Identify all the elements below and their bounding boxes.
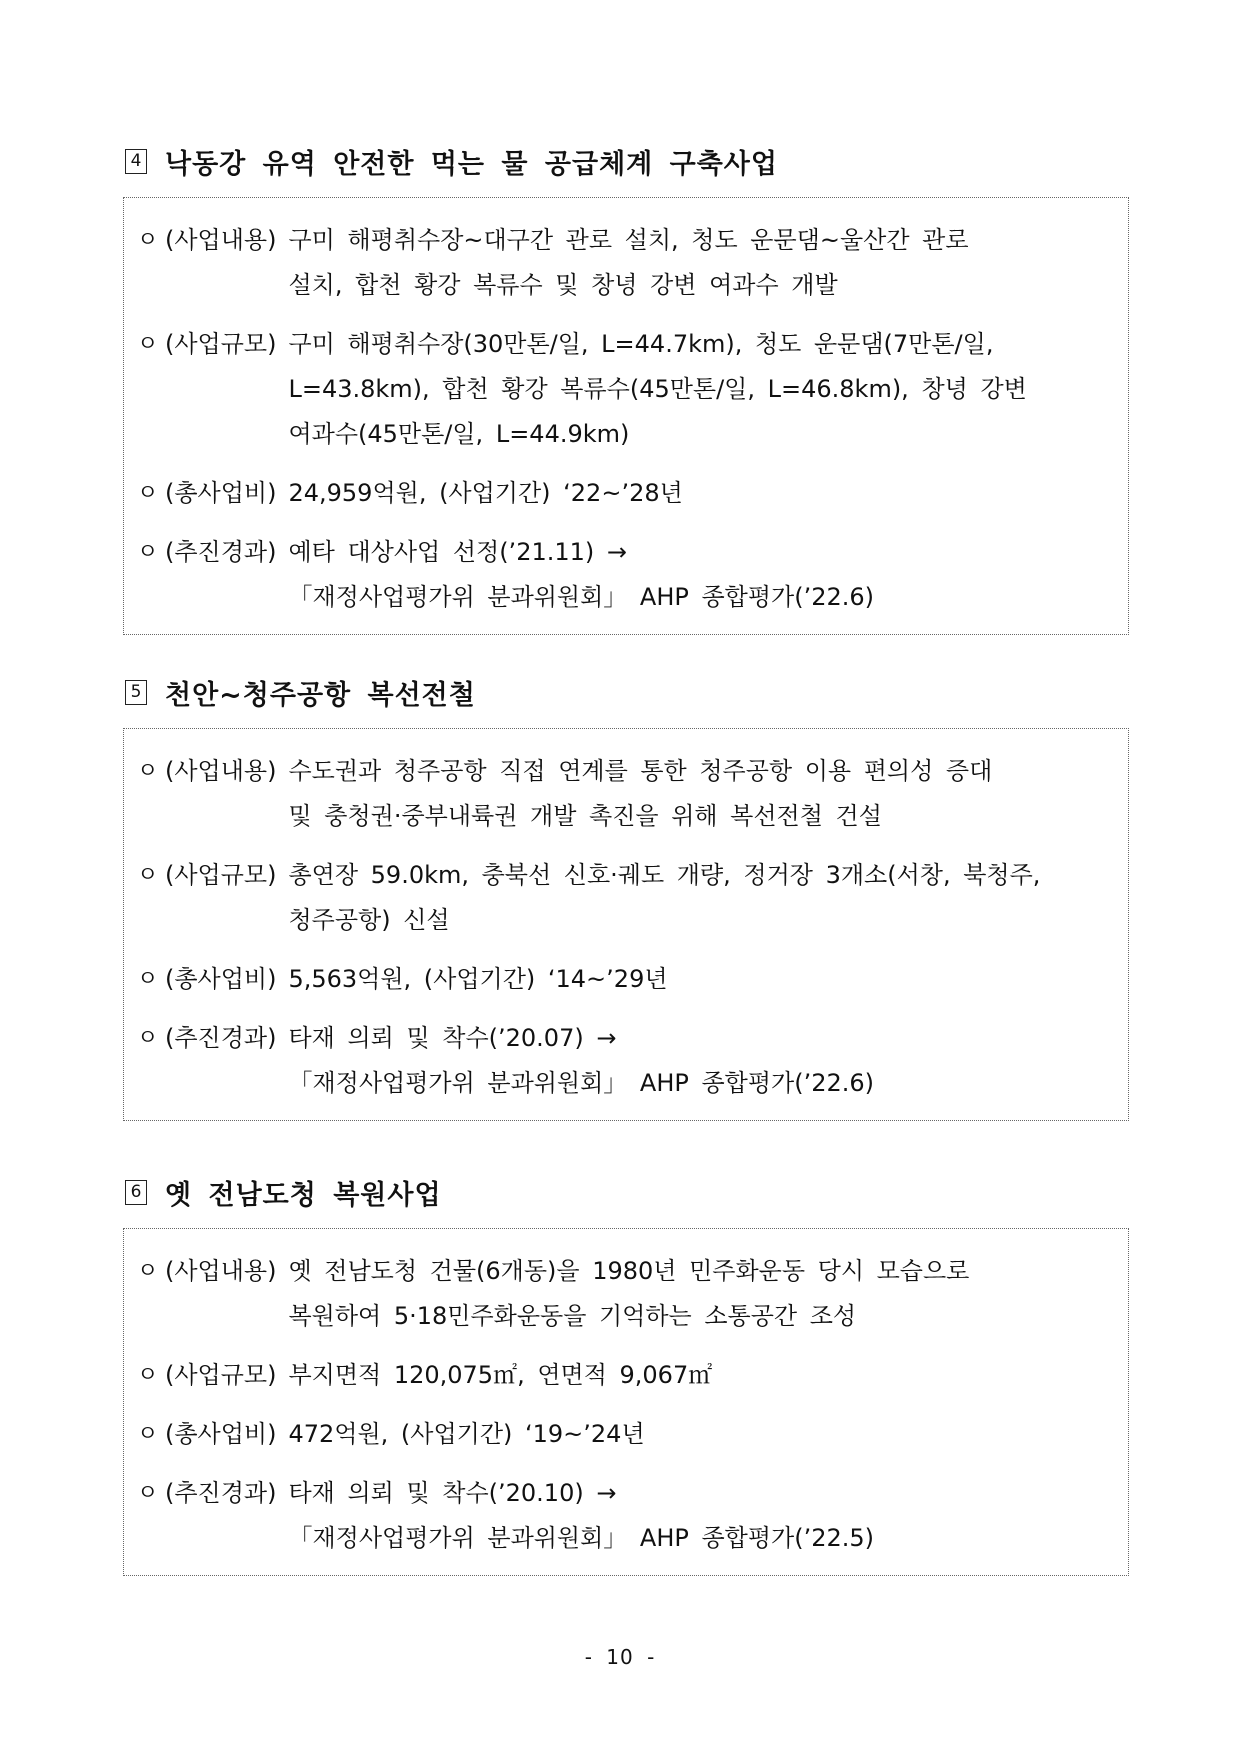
- page-number: - 10 -: [584, 1645, 656, 1669]
- item-total-cost: [137, 471, 1118, 516]
- section-number-box: 4: [125, 149, 147, 174]
- section-5: [123, 672, 1129, 1121]
- item-label: (사업규모): [165, 330, 277, 358]
- item-body: [288, 1412, 1118, 1457]
- item-label: (사업내용): [165, 757, 277, 785]
- bullet-mark: ㅇ: [137, 1422, 159, 1447]
- section-content-box: [123, 1228, 1129, 1576]
- section-title: 천안~청주공항 복선전철: [165, 679, 476, 711]
- item-body: [288, 530, 1118, 620]
- item-line: 수도권과 청주공항 직접 연계를 통한 청주공항 이용 편의성 증대: [288, 757, 993, 785]
- item-line: 472억원, (사업기간) ‘19~’24년: [288, 1420, 645, 1448]
- bullet-mark: ㅇ: [137, 1259, 159, 1284]
- item-body: [288, 1353, 1118, 1398]
- section-title: 옛 전남도청 복원사업: [165, 1179, 442, 1211]
- item-body: [288, 1016, 1118, 1106]
- section-6: [123, 1172, 1129, 1576]
- item-project-scale: [137, 1353, 1118, 1398]
- item-label: (추진경과): [165, 1024, 277, 1052]
- item-progress: [137, 1471, 1118, 1561]
- item-line: 부지면적 120,075㎡, 연면적 9,067㎡: [288, 1361, 713, 1389]
- bullet-mark: ㅇ: [137, 1363, 159, 1388]
- item-body: [288, 1249, 1118, 1339]
- bullet-mark: ㅇ: [137, 540, 159, 565]
- item-total-cost: [137, 957, 1118, 1002]
- section-title: 낙동강 유역 안전한 먹는 물 공급체계 구축사업: [165, 148, 778, 180]
- item-label: (총사업비): [165, 965, 277, 993]
- bullet-mark: ㅇ: [137, 481, 159, 506]
- item-label: (총사업비): [165, 479, 277, 507]
- item-label: (사업규모): [165, 1361, 277, 1389]
- item-line: 타재 의뢰 및 착수(’20.10) →: [288, 1479, 617, 1507]
- item-line: 설치, 합천 황강 복류수 및 창녕 강변 여과수 개발: [288, 271, 838, 299]
- item-label: (추진경과): [165, 1479, 277, 1507]
- item-label: (사업내용): [165, 1257, 277, 1285]
- item-body: [288, 749, 1118, 839]
- item-line: 「재정사업평가위 분과위원회」 AHP 종합평가(’22.6): [288, 1069, 875, 1097]
- item-label: (총사업비): [165, 1420, 277, 1448]
- item-project-content: [137, 1249, 1118, 1339]
- item-label: (사업내용): [165, 226, 277, 254]
- item-line: 예타 대상사업 선정(’21.11) →: [288, 538, 627, 566]
- item-project-scale: [137, 853, 1118, 943]
- item-body: [288, 957, 1118, 1002]
- item-line: 「재정사업평가위 분과위원회」 AHP 종합평가(’22.6): [288, 583, 875, 611]
- item-project-content: [137, 749, 1118, 839]
- bullet-mark: ㅇ: [137, 1026, 159, 1051]
- item-line: 구미 해평취수장(30만톤/일, L=44.7km), 청도 운문댐(7만톤/일,: [288, 330, 994, 358]
- bullet-mark: ㅇ: [137, 1481, 159, 1506]
- item-body: [288, 1471, 1118, 1561]
- section-4: [123, 141, 1129, 635]
- section-heading: [123, 141, 1129, 181]
- item-line: 옛 전남도청 건물(6개동)을 1980년 민주화운동 당시 모습으로: [288, 1257, 970, 1285]
- item-line: 총연장 59.0km, 충북선 신호·궤도 개량, 정거장 3개소(서창, 북청주,: [288, 861, 1041, 889]
- item-body: [288, 322, 1118, 457]
- item-body: [288, 853, 1118, 943]
- item-body: [288, 471, 1118, 516]
- section-content-box: [123, 728, 1129, 1121]
- item-line: 타재 의뢰 및 착수(’20.07) →: [288, 1024, 617, 1052]
- item-total-cost: [137, 1412, 1118, 1457]
- item-project-content: [137, 218, 1118, 308]
- section-number-box: 6: [125, 1180, 147, 1205]
- item-label: (사업규모): [165, 861, 277, 889]
- item-project-scale: [137, 322, 1118, 457]
- item-line: 복원하여 5·18민주화운동을 기억하는 소통공간 조성: [288, 1302, 857, 1330]
- section-number-box: 5: [125, 680, 147, 705]
- item-line: 및 충청권·중부내륙권 개발 촉진을 위해 복선전철 건설: [288, 802, 882, 830]
- item-line: 구미 해평취수장~대구간 관로 설치, 청도 운문댐~울산간 관로: [288, 226, 969, 254]
- section-heading: [123, 1172, 1129, 1212]
- item-line: 여과수(45만톤/일, L=44.9km): [288, 420, 630, 448]
- item-line: L=43.8km), 합천 황강 복류수(45만톤/일, L=46.8km), 창녕 강변: [288, 375, 1027, 403]
- section-content-box: [123, 197, 1129, 635]
- item-line: 5,563억원, (사업기간) ‘14~’29년: [288, 965, 668, 993]
- item-line: 24,959억원, (사업기간) ‘22~’28년: [288, 479, 683, 507]
- bullet-mark: ㅇ: [137, 228, 159, 253]
- bullet-mark: ㅇ: [137, 967, 159, 992]
- item-progress: [137, 530, 1118, 620]
- item-line: 「재정사업평가위 분과위원회」 AHP 종합평가(’22.5): [288, 1524, 875, 1552]
- item-body: [288, 218, 1118, 308]
- bullet-mark: ㅇ: [137, 332, 159, 357]
- item-label: (추진경과): [165, 538, 277, 566]
- bullet-mark: ㅇ: [137, 759, 159, 784]
- bullet-mark: ㅇ: [137, 863, 159, 888]
- item-line: 청주공항) 신설: [288, 906, 450, 934]
- item-progress: [137, 1016, 1118, 1106]
- section-heading: [123, 672, 1129, 712]
